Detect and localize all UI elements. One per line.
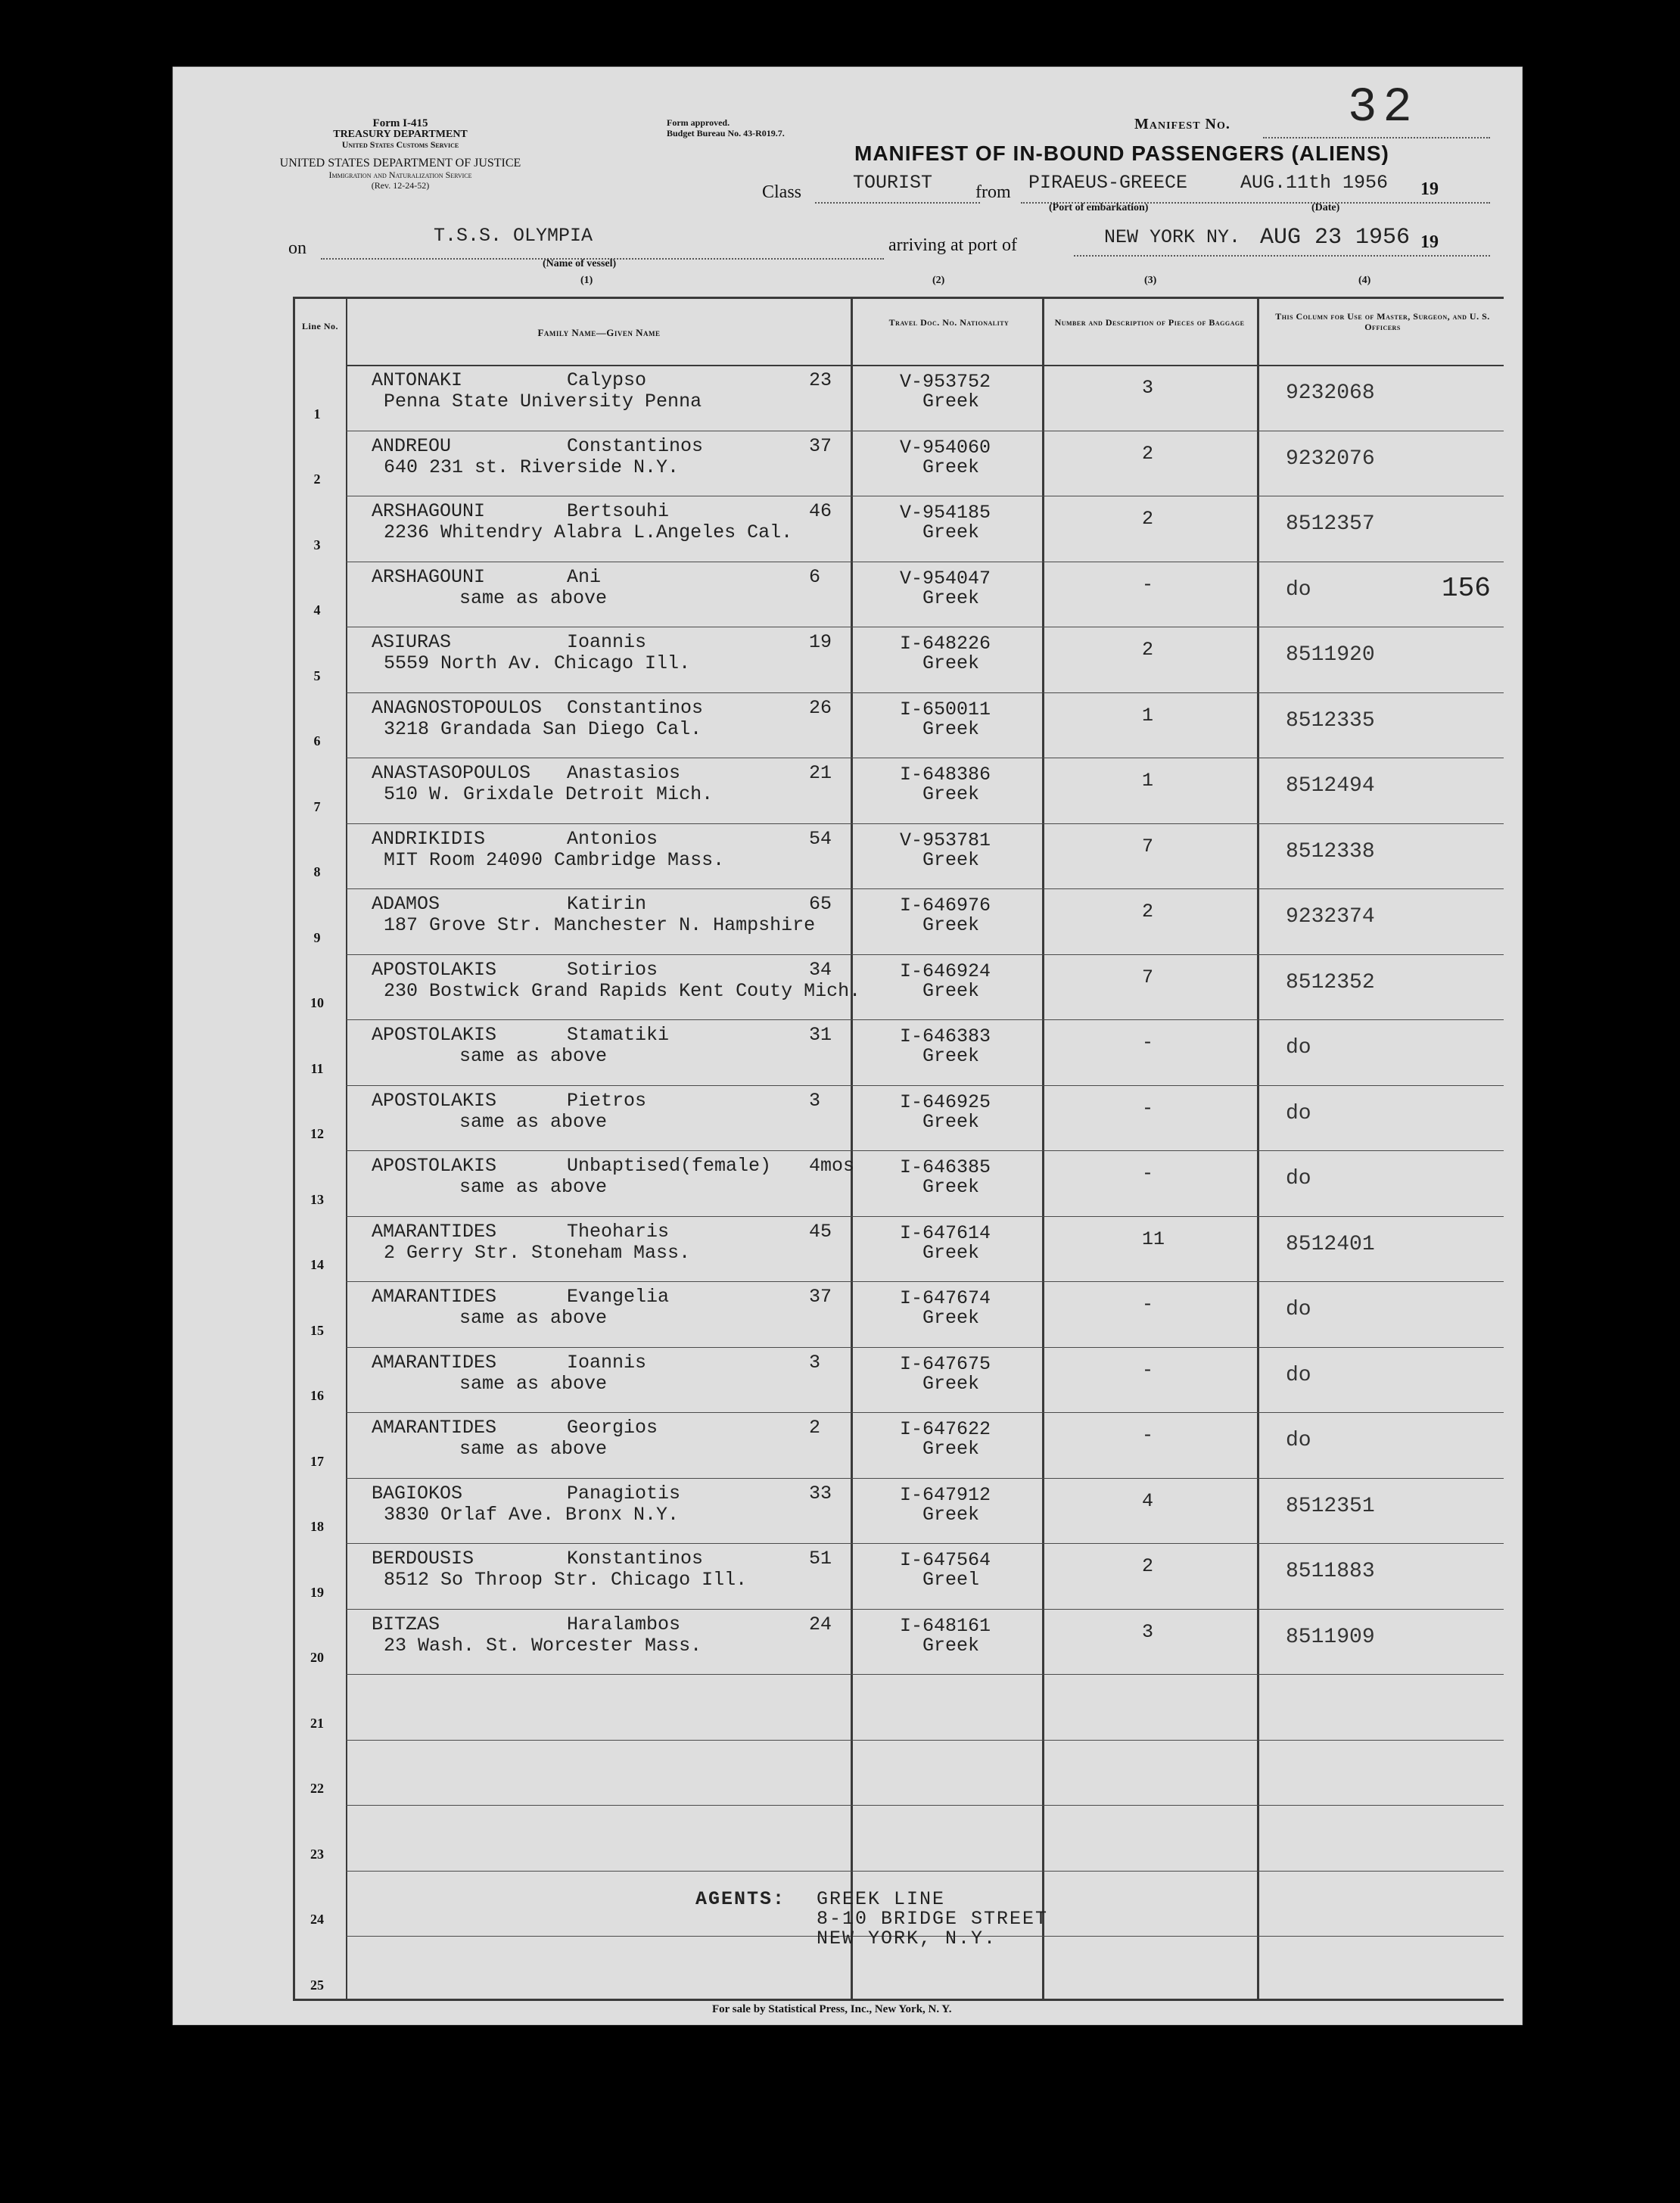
nationality: Greek <box>922 456 980 478</box>
class-value: TOURIST <box>853 172 933 194</box>
travel-doc-no: V-953752 <box>900 371 991 393</box>
nationality: Greek <box>922 1111 980 1133</box>
address: same as above <box>459 587 608 609</box>
given-name: Georgios <box>567 1417 658 1439</box>
travel-doc-no: I-648161 <box>900 1615 991 1637</box>
line-number: 14 <box>310 1257 324 1272</box>
row-divider <box>346 1412 1504 1413</box>
age: 34 <box>809 959 832 981</box>
vessel-name: T.S.S. OLYMPIA <box>434 225 593 247</box>
travel-doc-no: I-646976 <box>900 895 991 916</box>
nationality: Greek <box>922 914 980 936</box>
baggage-count: 2 <box>1142 901 1154 923</box>
family-name: ANAGNOSTOPOULOS <box>372 697 543 719</box>
class-label: Class <box>762 182 802 202</box>
address: same as above <box>459 1307 608 1329</box>
family-name: ARSHAGOUNI <box>372 500 486 522</box>
family-name: BAGIOKOS <box>372 1483 463 1504</box>
baggage-count: 7 <box>1142 835 1154 857</box>
travel-doc-no: V-953781 <box>900 829 991 851</box>
col-num-4: (4) <box>1358 275 1371 286</box>
row-divider <box>346 692 1504 693</box>
baggage-count: 2 <box>1142 508 1154 530</box>
age: 3 <box>809 1352 821 1374</box>
treasury-dept: TREASURY DEPARTMENT <box>333 129 468 140</box>
age: 4mos <box>809 1155 855 1177</box>
line-number: 3 <box>313 537 321 552</box>
baggage-count: 7 <box>1142 966 1154 988</box>
row-divider <box>346 1543 1504 1544</box>
revision: (Rev. 12-24-52) <box>371 180 430 191</box>
baggage-count: 1 <box>1142 770 1154 792</box>
margin-note: 156 <box>1442 573 1491 604</box>
nationality: Greek <box>922 652 980 674</box>
row-divider <box>346 1281 1504 1282</box>
travel-doc-no: I-647614 <box>900 1222 991 1244</box>
travel-doc-no: I-650011 <box>900 699 991 720</box>
col-num-1: (1) <box>580 275 593 286</box>
officer-code: 8512401 <box>1286 1233 1375 1256</box>
agents-line1: GREEK LINE <box>817 1888 946 1910</box>
age: 31 <box>809 1024 832 1046</box>
given-name: Konstantinos <box>567 1548 704 1570</box>
officer-code: 8511909 <box>1286 1626 1375 1649</box>
line-number: 10 <box>310 995 324 1010</box>
family-name: AMARANTIDES <box>372 1221 497 1243</box>
age: 46 <box>809 500 832 522</box>
travel-doc-no: I-648226 <box>900 633 991 655</box>
address: Penna State University Penna <box>384 391 702 412</box>
travel-doc-no: I-647675 <box>900 1353 991 1375</box>
row-divider <box>346 1674 1504 1675</box>
address: same as above <box>459 1045 608 1067</box>
row-divider <box>346 1019 1504 1020</box>
age: 26 <box>809 697 832 719</box>
row-divider <box>346 1871 1504 1872</box>
address: same as above <box>459 1373 608 1395</box>
officer-code: do <box>1286 1102 1311 1125</box>
line-number: 15 <box>310 1323 324 1338</box>
nationality: Greek <box>922 1307 980 1329</box>
agents-line3: NEW YORK, N.Y. <box>817 1928 997 1949</box>
nationality: Greek <box>922 1504 980 1526</box>
from-label: from <box>975 182 1011 202</box>
officer-code: do <box>1286 1298 1311 1321</box>
nationality: Greek <box>922 391 980 412</box>
nationality: Greek <box>922 849 980 871</box>
given-name: Calypso <box>567 369 647 391</box>
address: 2236 Whitendry Alabra L.Angeles Cal. <box>384 521 793 543</box>
travel-doc-no: I-647912 <box>900 1484 991 1506</box>
line-number: 21 <box>310 1716 324 1731</box>
nationality: Greek <box>922 1045 980 1067</box>
line-number: 22 <box>310 1781 324 1796</box>
officer-code: do <box>1286 1167 1311 1190</box>
nationality: Greek <box>922 1635 980 1657</box>
on-label: on <box>288 238 306 258</box>
address: 3830 Orlaf Ave. Bronx N.Y. <box>384 1504 680 1526</box>
age: 37 <box>809 435 832 457</box>
baggage-count: 2 <box>1142 1555 1154 1577</box>
address: same as above <box>459 1111 608 1133</box>
address: 5559 North Av. Chicago Ill. <box>384 652 691 674</box>
age: 6 <box>809 566 821 588</box>
baggage-count: 4 <box>1142 1490 1154 1512</box>
family-name: ANASTASOPOULOS <box>372 762 531 784</box>
travel-doc-no: I-647564 <box>900 1549 991 1571</box>
address: 230 Bostwick Grand Rapids Kent Couty Mich. <box>384 980 861 1002</box>
line-number: 25 <box>310 1977 324 1993</box>
line-number: 12 <box>310 1126 324 1141</box>
row-divider <box>346 1347 1504 1348</box>
baggage-count: - <box>1142 574 1154 596</box>
officer-code: 8512338 <box>1286 840 1375 863</box>
officer-code: do <box>1286 1429 1311 1452</box>
year-prefix: 19 <box>1420 179 1439 199</box>
agents-line2: 8-10 BRIDGE STREET <box>817 1908 1049 1930</box>
line-number: 16 <box>310 1388 324 1403</box>
officer-code: 8512494 <box>1286 774 1375 798</box>
nationality: Greek <box>922 1438 980 1460</box>
given-name: Evangelia <box>567 1286 670 1308</box>
officer-code: do <box>1286 1036 1311 1059</box>
nationality: Greek <box>922 1373 980 1395</box>
given-name: Stamatiki <box>567 1024 670 1046</box>
given-name: Sotirios <box>567 959 658 981</box>
address: 8512 So Throop Str. Chicago Ill. <box>384 1569 748 1591</box>
line-number: 13 <box>310 1192 324 1207</box>
nationality: Greek <box>922 980 980 1002</box>
officer-code: 9232374 <box>1286 905 1375 929</box>
line-number: 23 <box>310 1847 324 1862</box>
embarkation-date: AUG.11th 1956 <box>1240 172 1389 194</box>
line-number: 9 <box>313 930 321 945</box>
form-number: Form I-415 <box>372 117 428 129</box>
family-name: AMARANTIDES <box>372 1352 497 1374</box>
baggage-count: 3 <box>1142 377 1154 399</box>
baggage-count: - <box>1142 1424 1154 1446</box>
officer-code: 8512351 <box>1286 1495 1375 1518</box>
line-number: 6 <box>313 733 321 748</box>
age: 45 <box>809 1221 832 1243</box>
baggage-count: - <box>1142 1293 1154 1315</box>
row-divider <box>346 1150 1504 1151</box>
agents-label: AGENTS: <box>695 1888 786 1910</box>
travel-doc-no: I-646925 <box>900 1091 991 1113</box>
travel-doc-no: I-648386 <box>900 764 991 786</box>
given-name: Haralambos <box>567 1613 681 1635</box>
officer-code: do <box>1286 578 1311 602</box>
officer-code: do <box>1286 1364 1311 1387</box>
nationality: Greek <box>922 587 980 609</box>
form-approved: Form approved. <box>667 117 730 128</box>
given-name: Ani <box>567 566 602 588</box>
line-number: 17 <box>310 1454 324 1469</box>
nationality: Greel <box>922 1569 980 1591</box>
officer-code: 9232068 <box>1286 381 1375 405</box>
manifest-number: 32 <box>1348 81 1418 135</box>
row-divider <box>346 888 1504 889</box>
line-number: 20 <box>310 1650 324 1665</box>
address: same as above <box>459 1438 608 1460</box>
travel-doc-no: I-647674 <box>900 1287 991 1309</box>
given-name: Anastasios <box>567 762 681 784</box>
given-name: Antonios <box>567 828 658 850</box>
row-divider <box>346 1805 1504 1806</box>
age: 33 <box>809 1483 832 1504</box>
family-name: ANTONAKI <box>372 369 463 391</box>
line-number: 18 <box>310 1519 324 1534</box>
age: 2 <box>809 1417 821 1439</box>
baggage-count: 11 <box>1142 1228 1165 1250</box>
row-divider <box>346 1478 1504 1479</box>
line-number: 7 <box>313 799 321 814</box>
age: 54 <box>809 828 832 850</box>
justice-dept: UNITED STATES DEPARTMENT OF JUSTICE <box>279 157 521 170</box>
baggage-count: - <box>1142 1031 1154 1053</box>
travel-doc-no: I-646924 <box>900 960 991 982</box>
family-name: ANDRIKIDIS <box>372 828 486 850</box>
travel-doc-no: V-954060 <box>900 437 991 459</box>
age: 65 <box>809 893 832 915</box>
header-name: Family Name—Given Name <box>537 327 661 338</box>
given-name: Constantinos <box>567 435 704 457</box>
family-name: ASIURAS <box>372 631 452 653</box>
header-baggage: Number and Description of Pieces of Baggage <box>1054 317 1245 328</box>
embarkation-port: PIRAEUS-GREECE <box>1028 172 1188 194</box>
line-number: 5 <box>313 668 321 683</box>
row-divider <box>346 954 1504 955</box>
manifest-no-label: Manifest No. <box>1134 116 1230 132</box>
nationality: Greek <box>922 1176 980 1198</box>
address: 187 Grove Str. Manchester N. Hampshire <box>384 914 816 936</box>
family-name: AMARANTIDES <box>372 1417 497 1439</box>
baggage-count: - <box>1142 1097 1154 1119</box>
travel-doc-no: V-954047 <box>900 568 991 590</box>
line-number: 4 <box>313 602 321 618</box>
header-doc: Travel Doc. No. Nationality <box>888 317 1010 328</box>
given-name: Bertsouhi <box>567 500 670 522</box>
header-line-no: Line No. <box>301 321 338 331</box>
customs-service: United States Customs Service <box>341 139 459 150</box>
baggage-count: - <box>1142 1359 1154 1381</box>
family-name: ANDREOU <box>372 435 452 457</box>
age: 24 <box>809 1613 832 1635</box>
header-officers: This Column for Use of Master, Surgeon, and U. S. Officers <box>1275 311 1490 332</box>
age: 51 <box>809 1548 832 1570</box>
budget-bureau: Budget Bureau No. 43-R019.7. <box>667 128 785 138</box>
officer-code: 9232076 <box>1286 447 1375 471</box>
line-number: 19 <box>310 1585 324 1600</box>
line-number: 8 <box>313 864 321 879</box>
baggage-count: 1 <box>1142 705 1154 727</box>
nationality: Greek <box>922 718 980 740</box>
line-number: 2 <box>313 471 321 487</box>
officer-code: 8512357 <box>1286 512 1375 536</box>
address: 640 231 st. Riverside N.Y. <box>384 456 680 478</box>
arrival-port: NEW YORK NY. <box>1104 226 1241 248</box>
given-name: Theoharis <box>567 1221 670 1243</box>
officer-code: 8512335 <box>1286 709 1375 733</box>
nationality: Greek <box>922 521 980 543</box>
baggage-count: 3 <box>1142 1621 1154 1643</box>
baggage-count: 2 <box>1142 639 1154 661</box>
col-num-2: (2) <box>932 275 945 286</box>
address: 3218 Grandada San Diego Cal. <box>384 718 702 740</box>
address: 23 Wash. St. Worcester Mass. <box>384 1635 702 1657</box>
printer-footer: For sale by Statistical Press, Inc., New York, N. Y. <box>712 2003 952 2015</box>
manifest-sheet <box>173 67 1523 2025</box>
family-name: BERDOUSIS <box>372 1548 474 1570</box>
nationality: Greek <box>922 783 980 805</box>
baggage-count: 2 <box>1142 443 1154 465</box>
officer-code: 8511883 <box>1286 1560 1375 1583</box>
col-num-3: (3) <box>1144 275 1157 286</box>
family-name: ADAMOS <box>372 893 440 915</box>
given-name: Pietros <box>567 1090 647 1112</box>
given-name: Ioannis <box>567 1352 647 1374</box>
arriving-label: arriving at port of <box>888 235 1017 255</box>
arrival-date: AUG 23 1956 <box>1260 225 1411 250</box>
travel-doc-no: I-647622 <box>900 1418 991 1440</box>
given-name: Panagiotis <box>567 1483 681 1504</box>
officer-code: 8512352 <box>1286 971 1375 994</box>
nationality: Greek <box>922 1242 980 1264</box>
officer-code: 8511920 <box>1286 643 1375 667</box>
line-number: 1 <box>313 406 321 422</box>
family-name: BITZAS <box>372 1613 440 1635</box>
row-divider <box>346 1216 1504 1217</box>
line-number: 24 <box>310 1912 324 1927</box>
address: 510 W. Grixdale Detroit Mich. <box>384 783 714 805</box>
row-divider <box>346 823 1504 824</box>
family-name: APOSTOLAKIS <box>372 1155 497 1177</box>
family-name: APOSTOLAKIS <box>372 1024 497 1046</box>
travel-doc-no: I-646385 <box>900 1156 991 1178</box>
family-name: AMARANTIDES <box>372 1286 497 1308</box>
row-divider <box>346 1085 1504 1086</box>
age: 37 <box>809 1286 832 1308</box>
ins-service: Immigration and Naturalization Service <box>328 170 472 180</box>
date-caption: (Date) <box>1311 202 1340 213</box>
travel-doc-no: V-954185 <box>900 502 991 524</box>
arrival-year-prefix: 19 <box>1420 232 1439 252</box>
age: 21 <box>809 762 832 784</box>
travel-doc-no: I-646383 <box>900 1025 991 1047</box>
given-name: Unbaptised(female) <box>567 1155 772 1177</box>
row-divider <box>346 1609 1504 1610</box>
vessel-caption: (Name of vessel) <box>543 258 617 269</box>
given-name: Katirin <box>567 893 647 915</box>
family-name: APOSTOLAKIS <box>372 1090 497 1112</box>
line-number: 11 <box>310 1061 324 1076</box>
given-name: Constantinos <box>567 697 704 719</box>
address: 2 Gerry Str. Stoneham Mass. <box>384 1242 691 1264</box>
page-title: MANIFEST OF IN-BOUND PASSENGERS (ALIENS) <box>854 142 1389 165</box>
family-name: APOSTOLAKIS <box>372 959 497 981</box>
address: same as above <box>459 1176 608 1198</box>
baggage-count: - <box>1142 1162 1154 1184</box>
given-name: Ioannis <box>567 631 647 653</box>
age: 23 <box>809 369 832 391</box>
family-name: ARSHAGOUNI <box>372 566 486 588</box>
address: MIT Room 24090 Cambridge Mass. <box>384 849 725 871</box>
port-embark-caption: (Port of embarkation) <box>1049 202 1149 213</box>
row-divider <box>346 1740 1504 1741</box>
age: 19 <box>809 631 832 653</box>
age: 3 <box>809 1090 821 1112</box>
